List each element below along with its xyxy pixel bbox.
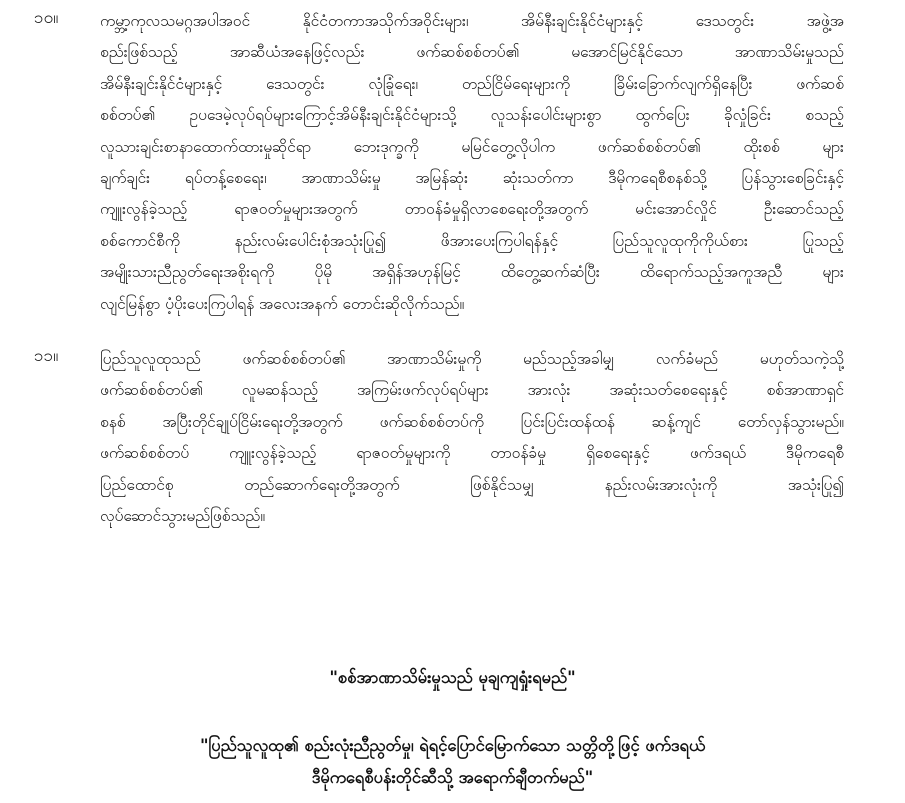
paragraph-line: အမျိုးသားညီညွတ်ရေးအစိုးရကို ပိုမို အရှိန်အဟုန်မြင့် ထိတွေ့ဆက်ဆံပြီး ထိရောက်သည့်အကူအညီ များ [100,263,844,282]
paragraph-line: ဖက်ဆစ်စစ်တပ် ကျူးလွန်ခဲ့သည့် ရာဇဝတ်မှုများကို တာဝန်ခံမှု ရှိစေရေးနှင့် ဖက်ဒရယ် ဒီမိုကရေစီ [100,444,844,463]
paragraph-number: ၁၀။ [34,8,59,28]
paragraph-number: ၁၁။ [34,346,59,366]
paragraph-body [100,344,844,532]
slogan-heading: "စစ်အာဏာသိမ်းမှုသည် မုချကျရှုံးရမည်" [329,668,576,687]
paragraph-line: စနစ် အပြီးတိုင်ချုပ်ငြိမ်းရေးတို့အတွက် ဖက်ဆစ်စစ်တပ်ကို ပြင်းပြင်းထန်ထန် ဆန့်ကျင် တော်လှန်သွားမည်။ [100,412,844,431]
paragraph-line: လျင်မြန်စွာ ပံ့ပိုးပေးကြပါရန် အလေးအနက် တောင်းဆိုလိုက်သည်။ [100,294,465,313]
paragraph-line: အိမ်နီးချင်းနိုင်ငံများနှင့် ဒေသတွင်း လုံခြုံရေး၊ တည်ငြိမ်ရေးများကို ခြိမ်းခြောက်လျက်ရှိနေပြီး ဖက်ဆစ် [100,74,844,93]
paragraph-line: ကျူးလွန်ခဲ့သည့် ရာဇဝတ်မှုများအတွက် တာဝန်ခံမှုရှိလာစေရေးတို့အတွက် မင်းအောင်လှိုင် ဦးဆောင်သည့် [100,200,844,219]
paragraph-line: စစ်တပ်၏ ဥပဒေမဲ့လုပ်ရပ်များကြောင့်အိမ်နီးချင်းနိုင်ငံများသို့ လူသန်းပေါင်းများစွာ ထွက်ပြေး ခိုလှုံခြင်း စသည့် [100,106,844,125]
paragraph-line: စစ်ကောင်စီကို နည်းလမ်းပေါင်းစုံအသုံးပြု၍ ဖိအားပေးကြပါရန်နှင့် ပြည်သူလူထုကိုကိုယ်စား ပြုသည့် [100,231,844,250]
paragraph-line: ပြည်သူလူထုသည် ဖက်ဆစ်စစ်တပ်၏ အာဏာသိမ်းမှုကို မည်သည့်အခါမျှ လက်ခံမည် မဟုတ်သကဲ့သို့ [100,350,844,368]
slogan-line: ဒီမိုကရေစီပန်းတိုင်ဆီသို့ အရောက်ချီတက်မည်" [311,768,594,787]
paragraph-line: လုပ်ဆောင်သွားမည်ဖြစ်သည်။ [100,507,266,526]
paragraph-line: ကမ္ဘာ့ကုလသမဂ္ဂအပါအဝင် နိုင်ငံတကာအသိုက်အဝိုင်းများ၊ အိမ်နီးချင်းနိုင်ငံများနှင့် ဒေသတွင်း အဖွဲ့အ [100,12,844,30]
paragraph-line: ပြည်ထောင်စု တည်ဆောက်ရေးတို့အတွက် ဖြစ်နိုင်သမျှ နည်းလမ်းအားလုံးကို အသုံးပြု၍ [100,475,844,494]
paragraph-body [100,6,844,320]
paragraph-line: စည်းဖြစ်သည့် အာဆီယံအနေဖြင့်လည်း ဖက်ဆစ်စစ်တပ်၏ မအောင်မြင်နိုင်သော အာဏာသိမ်းမှုသည် [100,43,844,62]
paragraph-line: ဖက်ဆစ်စစ်တပ်၏ လူမဆန်သည့် အကြမ်းဖက်လုပ်ရပ်များ အားလုံး အဆုံးသတ်စေရေးနှင့် စစ်အာဏာရှင် [100,381,844,400]
paragraph-line: ချက်ချင်း ရပ်တန့်စေရေး၊ အာဏာသိမ်းမှု အမြန်ဆုံး ဆုံးသတ်ကာ ဒီမိုကရေစီစနစ်သို့ ပြန်သွားစေခြင်းနှင့် [100,169,844,188]
slogan-line: "ပြည်သူလူထု၏ စည်းလုံးညီညွတ်မှု၊ ရဲရင့်ပြောင်မြောက်သော သတ္တိတို့ဖြင့် ဖက်ဒရယ် [199,736,706,755]
paragraph-line: လူသားချင်းစာနာထောက်ထားမှုဆိုင်ရာ ဘေးဒုက္ခကို မမြင်တွေ့လိုပါက ဖက်ဆစ်စစ်တပ်၏ ထိုးစစ် များ [100,137,844,156]
